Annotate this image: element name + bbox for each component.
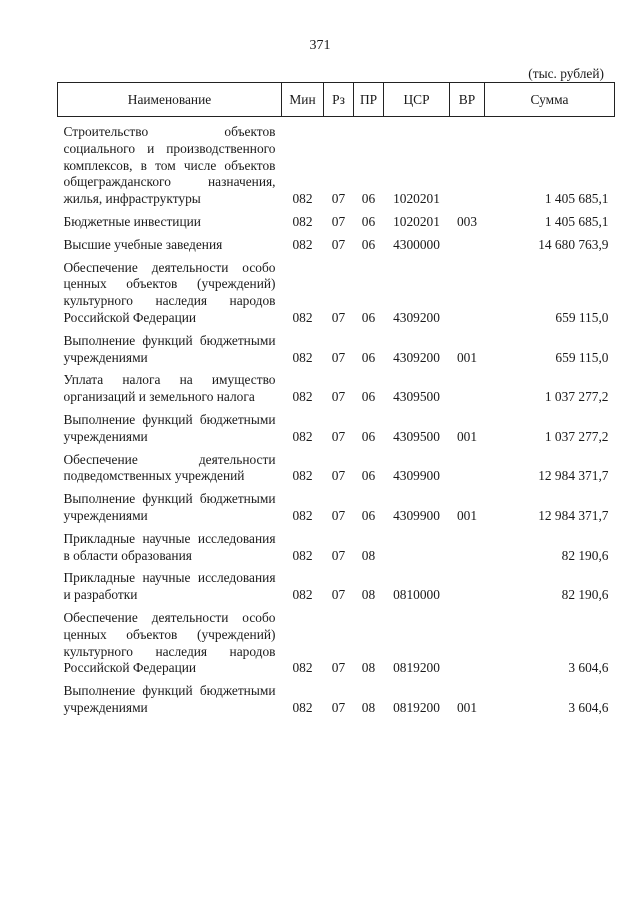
row-name: Выполнение функций бюджетными учреждениями (63, 683, 276, 715)
table-row (58, 327, 615, 367)
row-rz: 07 (331, 428, 346, 444)
table-row (58, 231, 615, 254)
row-pr: 06 (361, 213, 376, 229)
row-rz: 07 (331, 349, 346, 365)
table-row (58, 366, 615, 406)
row-rz: 07 (331, 507, 346, 523)
row-min: 082 (292, 428, 313, 444)
table-row (58, 117, 615, 208)
row-pr: 06 (361, 349, 376, 365)
row-rz: 07 (331, 213, 346, 229)
row-vr (450, 117, 485, 208)
table-row (58, 604, 615, 677)
row-pr: 08 (361, 699, 376, 715)
header-min: Мин (282, 83, 324, 117)
row-name: Обеспечение деятельности особо ценных объектов (учреждений) культурного наследия народов Российской Федерации (63, 259, 276, 325)
row-csr: 4309500 (393, 389, 440, 405)
row-min: 082 (292, 213, 313, 229)
row-sum: 1 037 277,2 (544, 389, 609, 405)
row-csr: 4309900 (393, 507, 440, 523)
table-row (58, 564, 615, 604)
row-sum: 3 604,6 (568, 660, 609, 676)
row-name: Обеспечение деятельности особо ценных объектов (учреждений) культурного наследия народов Российской Федерации (63, 609, 276, 676)
row-vr (450, 366, 485, 406)
row-vr: 001 (456, 507, 478, 523)
row-min: 082 (292, 468, 313, 484)
row-rz: 07 (331, 389, 346, 405)
row-rz: 07 (331, 191, 346, 207)
row-vr: 001 (456, 349, 478, 365)
row-rz: 07 (331, 468, 346, 484)
row-min: 082 (292, 349, 313, 365)
row-sum: 12 984 371,7 (538, 507, 609, 523)
row-min: 082 (292, 309, 313, 325)
table-row (58, 446, 615, 486)
row-name: Уплата налога на имущество организаций и земельного налога (63, 372, 276, 405)
row-rz: 07 (331, 236, 346, 252)
page-number: 371 (309, 38, 331, 53)
row-sum: 659 115,0 (555, 349, 609, 365)
row-vr: 003 (456, 213, 478, 229)
row-sum: 659 115,0 (555, 309, 609, 325)
row-csr: 1020201 (393, 213, 440, 229)
row-sum: 1 405 685,1 (544, 213, 609, 229)
row-sum: 3 604,6 (568, 699, 609, 715)
row-pr: 06 (361, 428, 376, 444)
row-name: Прикладные научные исследования и разработки (63, 570, 276, 603)
header-csr: ЦСР (384, 83, 450, 117)
row-csr: 4309200 (393, 349, 440, 365)
row-min: 082 (292, 699, 313, 715)
row-pr: 06 (361, 309, 376, 325)
row-vr (450, 446, 485, 486)
row-csr: 1020201 (393, 191, 440, 207)
row-min: 082 (292, 660, 313, 676)
row-vr: 001 (456, 428, 478, 444)
row-csr: 4309500 (393, 428, 440, 444)
budget-table (57, 82, 615, 717)
table-row (58, 485, 615, 525)
row-pr: 08 (361, 587, 376, 603)
row-sum: 82 190,6 (561, 587, 609, 603)
row-sum: 12 984 371,7 (538, 468, 609, 484)
row-csr: 0819200 (393, 699, 440, 715)
row-rz: 07 (331, 587, 346, 603)
row-csr: 4300000 (393, 236, 440, 252)
row-vr (450, 254, 485, 327)
table-row (58, 406, 615, 446)
table-row (58, 254, 615, 327)
table-row (58, 525, 615, 565)
row-vr (450, 231, 485, 254)
row-min: 082 (292, 547, 313, 563)
row-name: Выполнение функций бюджетными учреждениями (63, 491, 276, 523)
row-min: 082 (292, 587, 313, 603)
table-header-row (58, 83, 615, 117)
row-vr (450, 564, 485, 604)
header-rz: Рз (324, 83, 354, 117)
row-sum: 14 680 763,9 (538, 236, 609, 252)
row-csr: 0819200 (393, 660, 440, 676)
row-name: Прикладные научные исследования в области образования (63, 530, 276, 563)
row-rz: 07 (331, 547, 346, 563)
row-name: Высшие учебные заведения (63, 236, 223, 252)
row-pr: 06 (361, 191, 376, 207)
row-pr: 06 (361, 389, 376, 405)
row-vr (450, 604, 485, 677)
row-csr: 0810000 (393, 587, 440, 603)
row-min: 082 (292, 389, 313, 405)
row-name: Выполнение функций бюджетными учреждениями (63, 411, 276, 444)
row-min: 082 (292, 236, 313, 252)
row-csr: 4309900 (393, 468, 440, 484)
table-row (58, 208, 615, 231)
row-vr: 001 (456, 699, 478, 715)
header-pr: ПР (354, 83, 384, 117)
row-rz: 07 (331, 660, 346, 676)
header-name: Наименование (58, 83, 282, 117)
table-body (58, 117, 615, 717)
row-sum: 82 190,6 (561, 547, 609, 563)
row-csr (384, 525, 450, 565)
header-vr: ВР (450, 83, 485, 117)
units-note: (тыс. рублей) (528, 66, 604, 81)
row-name: Строительство объектов социального и производственного комплексов, в том числе объектов общегражданского назначения, жилья, инфраструктуры (63, 124, 276, 207)
row-pr: 06 (361, 507, 376, 523)
table-row (58, 677, 615, 717)
row-name: Бюджетные инвестиции (63, 213, 201, 229)
row-pr: 08 (361, 547, 376, 563)
row-sum: 1 405 685,1 (544, 191, 609, 207)
row-vr (450, 525, 485, 565)
row-sum: 1 037 277,2 (544, 428, 609, 444)
row-name: Выполнение функций бюджетными учреждениями (63, 332, 276, 365)
row-pr: 06 (361, 468, 376, 484)
row-pr: 06 (361, 236, 376, 252)
row-pr: 08 (361, 660, 376, 676)
row-rz: 07 (331, 309, 346, 325)
row-name: Обеспечение деятельности подведомственных учреждений (63, 451, 276, 484)
row-csr: 4309200 (393, 309, 440, 325)
row-min: 082 (292, 191, 313, 207)
row-min: 082 (292, 507, 313, 523)
row-rz: 07 (331, 699, 346, 715)
header-sum: Сумма (485, 83, 615, 117)
